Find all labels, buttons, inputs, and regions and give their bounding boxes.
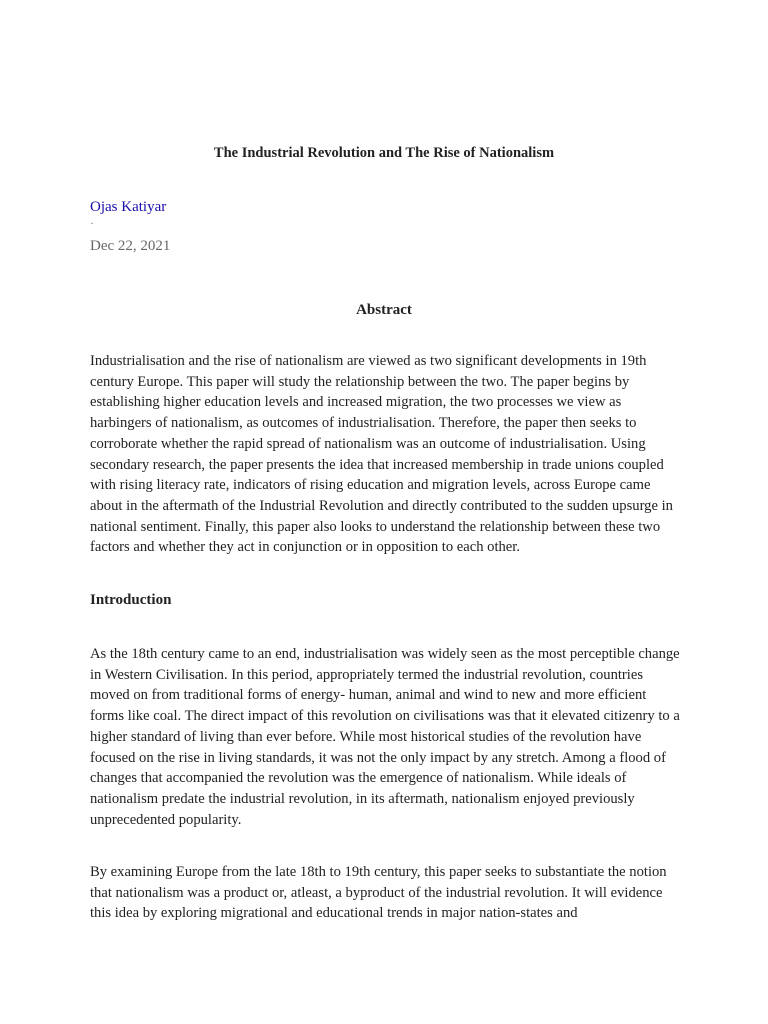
byline-separator: · [90, 216, 94, 230]
abstract-heading: Abstract [356, 302, 412, 318]
introduction-paragraph-2: By examining Europe from the late 18th to 19th century, this paper seeks to substantiate the notion that nationalism was a product or, atleast, a byproduct of the industrial revolution. It will evidence this idea by exploring migrational and educational trends in major nation-states and [90, 864, 667, 922]
introduction-heading: Introduction [90, 592, 172, 608]
abstract-paragraph: Industrialisation and the rise of nationalism are viewed as two significant developments in 19th century Europe. This paper will study the relationship between the two. The paper begins by establishing higher education levels and increased migration, the two processes we view as harbingers of nationalism, as outcomes of industrialisation. Therefore, the paper then seeks to corroborate whether the rapid spread of nationalism was an outcome of industrialisation. Using secondary research, the paper presents the idea that increased membership in trade unions coupled with rising literacy rate, indicators of rising education and migration levels, across Europe came about in the aftermath of the Industrial Revolution and directly contributed to the sudden upsurge in national sentiment. Finally, this paper also looks to understand the relationship between these two factors and whether they act in conjunction or in opposition to each other. [90, 353, 673, 556]
author-link[interactable]: Ojas Katiyar [90, 199, 167, 215]
introduction-paragraph-1: As the 18th century came to an end, industrialisation was widely seen as the most perceptible change in Western Civilisation. In this period, appropriately termed the industrial revolution, countries moved on from traditional forms of energy- human, animal and wind to new and more efficient forms like coal. The direct impact of this revolution on civilisations was that it elevated citizenry to a higher standard of living than ever before. While most historical studies of the revolution have focused on the rise in living standards, it was not the only impact by any stretch. Among a flood of changes that accompanied the revolution was the emergence of nationalism. While ideals of nationalism predate the industrial revolution, in its aftermath, nationalism enjoyed previously unprecedented popularity. [90, 646, 680, 828]
article-title: The Industrial Revolution and The Rise of Nationalism [213, 145, 555, 161]
publish-date: Dec 22, 2021 [90, 238, 171, 254]
